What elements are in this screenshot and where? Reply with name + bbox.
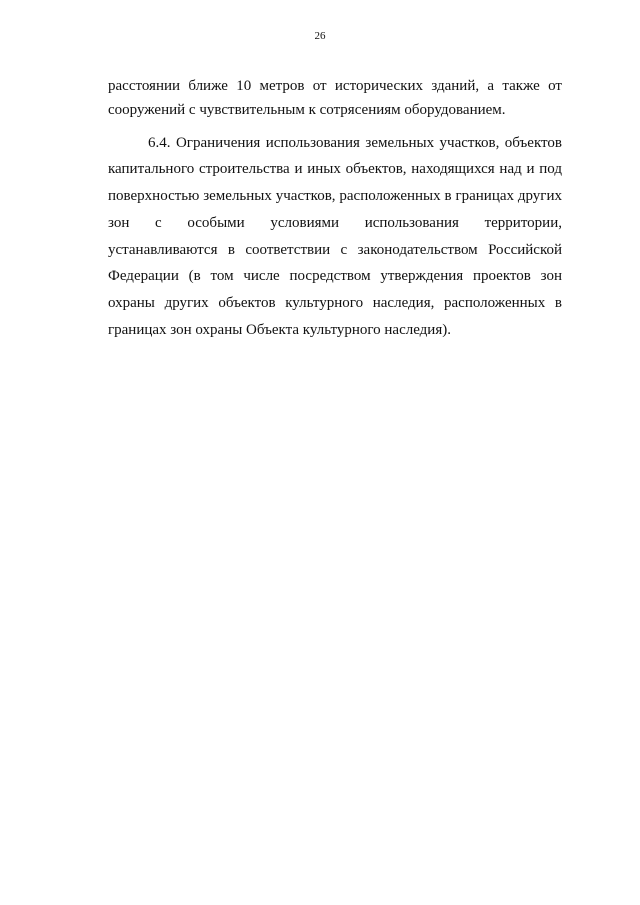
- text-line: капитального строительства и иных объектов, находящихся над и под: [108, 161, 562, 177]
- text-line: устанавливаются в соответствии с законодательством Российской: [108, 242, 562, 258]
- text-line: охраны других объектов культурного наследия, расположенных в: [108, 295, 562, 311]
- text-line: Федерации (в том числе посредством утверждения проектов зон: [108, 268, 562, 284]
- text-line: зон с особыми условиями использования территории,: [108, 215, 562, 231]
- text-line: поверхностью земельных участков, расположенных в границах других: [108, 188, 562, 204]
- text-line: 6.4. Ограничения использования земельных участков, объектов: [148, 135, 562, 151]
- text-line: расстоянии ближе 10 метров от исторических зданий, а также от: [108, 78, 562, 94]
- page-number: 26: [314, 30, 326, 42]
- text-line: границах зон охраны Объекта культурного наследия).: [108, 322, 451, 338]
- text-line: сооружений с чувствительным к сотрясениям оборудованием.: [108, 102, 506, 118]
